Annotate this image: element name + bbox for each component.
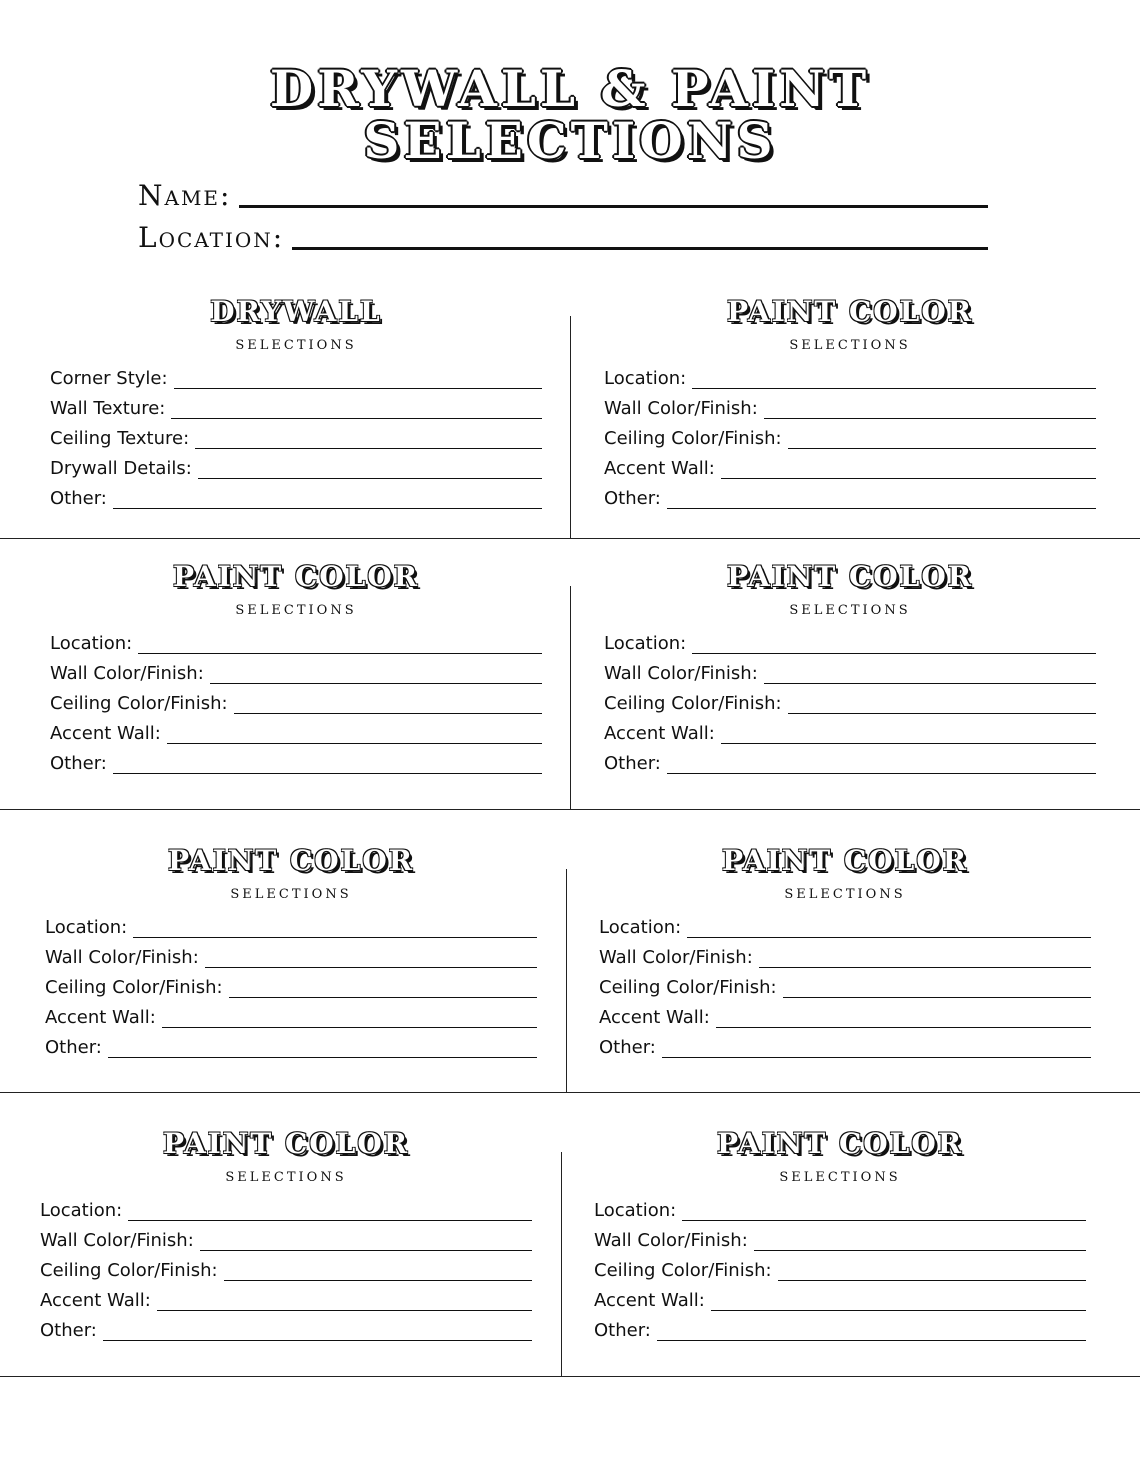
field-label: Other: [599, 1037, 656, 1058]
field-label: Location: [604, 633, 687, 654]
field-input-line[interactable] [113, 773, 542, 774]
row-divider [0, 538, 1140, 539]
field-input-line[interactable] [210, 683, 542, 684]
field-label: Accent Wall: [50, 723, 161, 744]
field-label: Ceiling Color/Finish: [604, 693, 782, 714]
page-title-line-2: SELECTIONS [363, 111, 777, 170]
field-input-line[interactable] [195, 448, 542, 449]
form-field[interactable] [594, 1283, 1086, 1313]
card-title: PAINT COLOR [726, 560, 974, 593]
location-input-line[interactable] [292, 247, 988, 250]
field-input-line[interactable] [783, 997, 1091, 998]
field-label: Other: [604, 488, 661, 509]
form-field[interactable] [604, 746, 1096, 776]
location-label: Location: [138, 221, 285, 254]
card-subtitle: SELECTIONS [225, 1170, 347, 1185]
card-subtitle: SELECTIONS [235, 603, 357, 618]
form-field[interactable] [45, 1000, 537, 1030]
field-input-line[interactable] [128, 1220, 532, 1221]
field-input-line[interactable] [788, 713, 1096, 714]
form-field[interactable] [599, 910, 1091, 940]
column-divider [570, 316, 571, 538]
field-label: Accent Wall: [594, 1290, 705, 1311]
field-label: Accent Wall: [45, 1007, 156, 1028]
column-divider [561, 1152, 562, 1376]
form-field[interactable] [50, 626, 542, 656]
paint-color-card [50, 560, 542, 774]
field-input-line[interactable] [764, 418, 1096, 419]
form-field[interactable] [50, 361, 542, 391]
form-field[interactable] [604, 686, 1096, 716]
row-divider [0, 1376, 1140, 1377]
field-label: Wall Color/Finish: [599, 947, 753, 968]
field-label: Wall Color/Finish: [594, 1230, 748, 1251]
paint-color-card [40, 1127, 532, 1341]
card-title: PAINT COLOR [162, 1127, 410, 1160]
field-label: Other: [50, 488, 107, 509]
card-title: PAINT COLOR [716, 1127, 964, 1160]
form-field[interactable] [599, 970, 1091, 1000]
field-input-line[interactable] [657, 1340, 1086, 1341]
form-field[interactable] [604, 656, 1096, 686]
field-label: Location: [604, 368, 687, 389]
card-title: PAINT COLOR [167, 844, 415, 877]
field-input-line[interactable] [692, 653, 1096, 654]
card-subtitle: SELECTIONS [779, 1170, 901, 1185]
field-input-line[interactable] [138, 653, 542, 654]
field-input-line[interactable] [229, 997, 537, 998]
field-label: Other: [45, 1037, 102, 1058]
field-label: Corner Style: [50, 368, 168, 389]
card-subtitle: SELECTIONS [789, 603, 911, 618]
field-input-line[interactable] [721, 743, 1096, 744]
form-field[interactable] [50, 391, 542, 421]
field-label: Wall Texture: [50, 398, 166, 419]
form-field[interactable] [604, 391, 1096, 421]
form-field[interactable] [45, 910, 537, 940]
form-field[interactable] [50, 481, 542, 511]
paint-color-card [594, 1127, 1086, 1341]
form-field[interactable] [40, 1283, 532, 1313]
card-subtitle: SELECTIONS [235, 338, 357, 353]
field-input-line[interactable] [205, 967, 537, 968]
field-label: Location: [594, 1200, 677, 1221]
form-field[interactable] [45, 1030, 537, 1060]
field-input-line[interactable] [759, 967, 1091, 968]
form-field[interactable] [594, 1313, 1086, 1343]
field-label: Location: [45, 917, 128, 938]
field-label: Other: [604, 753, 661, 774]
form-field[interactable] [40, 1253, 532, 1283]
form-field[interactable] [40, 1313, 532, 1343]
form-field[interactable] [604, 481, 1096, 511]
field-label: Wall Color/Finish: [45, 947, 199, 968]
field-label: Wall Color/Finish: [604, 663, 758, 684]
field-input-line[interactable] [162, 1027, 537, 1028]
field-input-line[interactable] [692, 388, 1096, 389]
drywall-selections-card [50, 295, 542, 509]
field-input-line[interactable] [234, 713, 542, 714]
field-label: Ceiling Texture: [50, 428, 190, 449]
card-title: PAINT COLOR [721, 844, 969, 877]
field-input-line[interactable] [171, 418, 542, 419]
field-label: Wall Color/Finish: [604, 398, 758, 419]
form-field[interactable] [604, 421, 1096, 451]
field-input-line[interactable] [103, 1340, 532, 1341]
form-field[interactable] [50, 716, 542, 746]
form-field[interactable] [50, 746, 542, 776]
row-divider [0, 1092, 1140, 1093]
card-subtitle: SELECTIONS [784, 887, 906, 902]
field-input-line[interactable] [788, 448, 1096, 449]
field-input-line[interactable] [764, 683, 1096, 684]
form-field[interactable] [599, 1030, 1091, 1060]
form-field[interactable] [45, 940, 537, 970]
field-label: Ceiling Color/Finish: [594, 1260, 772, 1281]
column-divider [566, 869, 567, 1092]
location-field[interactable] [138, 218, 988, 252]
field-label: Location: [40, 1200, 123, 1221]
paint-color-card [45, 844, 537, 1058]
field-input-line[interactable] [754, 1250, 1086, 1251]
card-title: DRYWALL [210, 295, 382, 328]
form-field[interactable] [604, 716, 1096, 746]
field-label: Ceiling Color/Finish: [604, 428, 782, 449]
field-label: Accent Wall: [40, 1290, 151, 1311]
form-field[interactable] [40, 1223, 532, 1253]
name-field[interactable] [138, 176, 988, 210]
form-field[interactable] [50, 451, 542, 481]
field-label: Ceiling Color/Finish: [50, 693, 228, 714]
field-label: Accent Wall: [604, 458, 715, 479]
field-label: Drywall Details: [50, 458, 192, 479]
paint-color-card [604, 560, 1096, 774]
name-label: Name: [138, 179, 232, 212]
field-label: Ceiling Color/Finish: [45, 977, 223, 998]
field-label: Wall Color/Finish: [40, 1230, 194, 1251]
row-divider [0, 809, 1140, 810]
column-divider [570, 586, 571, 809]
form-field[interactable] [594, 1193, 1086, 1223]
field-input-line[interactable] [167, 743, 542, 744]
field-input-line[interactable] [667, 508, 1096, 509]
card-subtitle: SELECTIONS [230, 887, 352, 902]
field-label: Ceiling Color/Finish: [40, 1260, 218, 1281]
field-input-line[interactable] [113, 508, 542, 509]
page-title-line-1: DRYWALL & PAINT [269, 59, 871, 118]
field-label: Other: [594, 1320, 651, 1341]
form-field[interactable] [599, 940, 1091, 970]
field-input-line[interactable] [198, 478, 542, 479]
name-input-line[interactable] [239, 205, 988, 208]
paint-color-card [604, 295, 1096, 509]
field-input-line[interactable] [174, 388, 542, 389]
field-input-line[interactable] [133, 937, 537, 938]
field-input-line[interactable] [224, 1280, 532, 1281]
form-field[interactable] [604, 626, 1096, 656]
form-field[interactable] [40, 1193, 532, 1223]
field-label: Accent Wall: [599, 1007, 710, 1028]
form-field[interactable] [604, 361, 1096, 391]
field-label: Wall Color/Finish: [50, 663, 204, 684]
field-label: Location: [50, 633, 133, 654]
field-label: Location: [599, 917, 682, 938]
field-label: Accent Wall: [604, 723, 715, 744]
card-title: PAINT COLOR [172, 560, 420, 593]
field-label: Other: [40, 1320, 97, 1341]
card-title: PAINT COLOR [726, 295, 974, 328]
field-input-line[interactable] [687, 937, 1091, 938]
form-field[interactable] [50, 686, 542, 716]
field-input-line[interactable] [716, 1027, 1091, 1028]
field-input-line[interactable] [778, 1280, 1086, 1281]
field-input-line[interactable] [721, 478, 1096, 479]
field-input-line[interactable] [200, 1250, 532, 1251]
paint-color-card [599, 844, 1091, 1058]
field-label: Ceiling Color/Finish: [599, 977, 777, 998]
form-field[interactable] [594, 1223, 1086, 1253]
field-input-line[interactable] [108, 1057, 537, 1058]
field-input-line[interactable] [711, 1310, 1086, 1311]
form-field[interactable] [599, 1000, 1091, 1030]
form-field[interactable] [604, 451, 1096, 481]
field-input-line[interactable] [662, 1057, 1091, 1058]
field-label: Other: [50, 753, 107, 774]
form-field[interactable] [50, 421, 542, 451]
form-field[interactable] [50, 656, 542, 686]
form-field[interactable] [594, 1253, 1086, 1283]
card-subtitle: SELECTIONS [789, 338, 911, 353]
field-input-line[interactable] [667, 773, 1096, 774]
field-input-line[interactable] [157, 1310, 532, 1311]
field-input-line[interactable] [682, 1220, 1086, 1221]
form-field[interactable] [45, 970, 537, 1000]
